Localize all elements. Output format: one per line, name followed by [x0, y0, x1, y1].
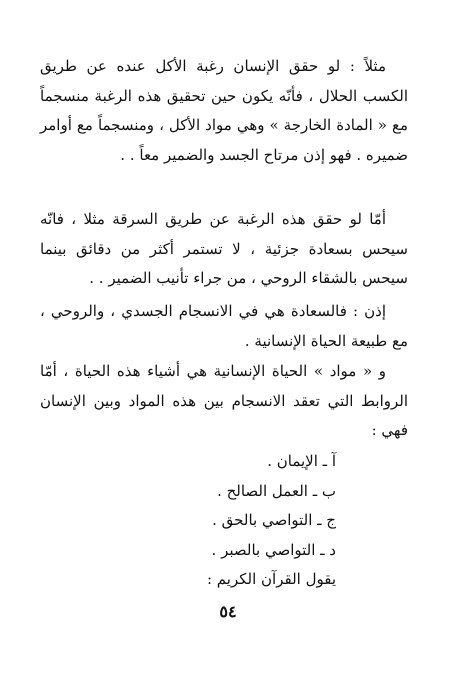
list-item: آ ـ الإيمان .	[267, 452, 336, 470]
list-item: ب ـ العمل الصالح .	[217, 481, 336, 500]
paragraph-4	[40, 357, 408, 446]
list-item: د ـ التواصي بالصبر .	[211, 540, 336, 559]
list-of-bonds	[76, 447, 336, 595]
paragraph-2	[40, 205, 408, 294]
paragraph-1	[40, 52, 408, 170]
page-number: ٥٤	[219, 602, 237, 621]
paragraph-3-text: إذن : فالسعادة هي في الانسجام الجسدي ، والروحي ، مع طبيعة الحياة الإنسانية .	[40, 302, 408, 350]
paragraph-3	[40, 297, 408, 356]
paragraph-1-text: مثلاً : لو حقق الإنسان رغبة الأكل عنده عن طريق الكسب الحلال ، فأنّه يكون حين تحقيق هذه الرغبة منسجماً مع « المادة الخارجة » وهي مواد الأكل ، ومنسجماً مع أوامر ضميره . فهو إذن مرتاح الجسد والضمير معاً . .	[40, 57, 408, 164]
list-item: ج ـ التواصي بالحق .	[212, 511, 336, 529]
paragraph-4-text: و « مواد » الحياة الإنسانية هي أشياء هذه الحياة ، أمّا الروابط التي تعقد الانسجام بين هذه المواد وبين الإنسان فهي :	[40, 362, 408, 439]
list-item: يقول القرآن الكريم :	[206, 570, 336, 588]
paragraph-2-text: أمّا لو حقق هذه الرغبة عن طريق السرقة مثلا ، فانّه سيحس بسعادة جزئية ، لا تستمر أكثر من دقائق بينما سيحس بالشقاء الروحي ، من جراء تأنيب الضمير . .	[40, 210, 408, 287]
